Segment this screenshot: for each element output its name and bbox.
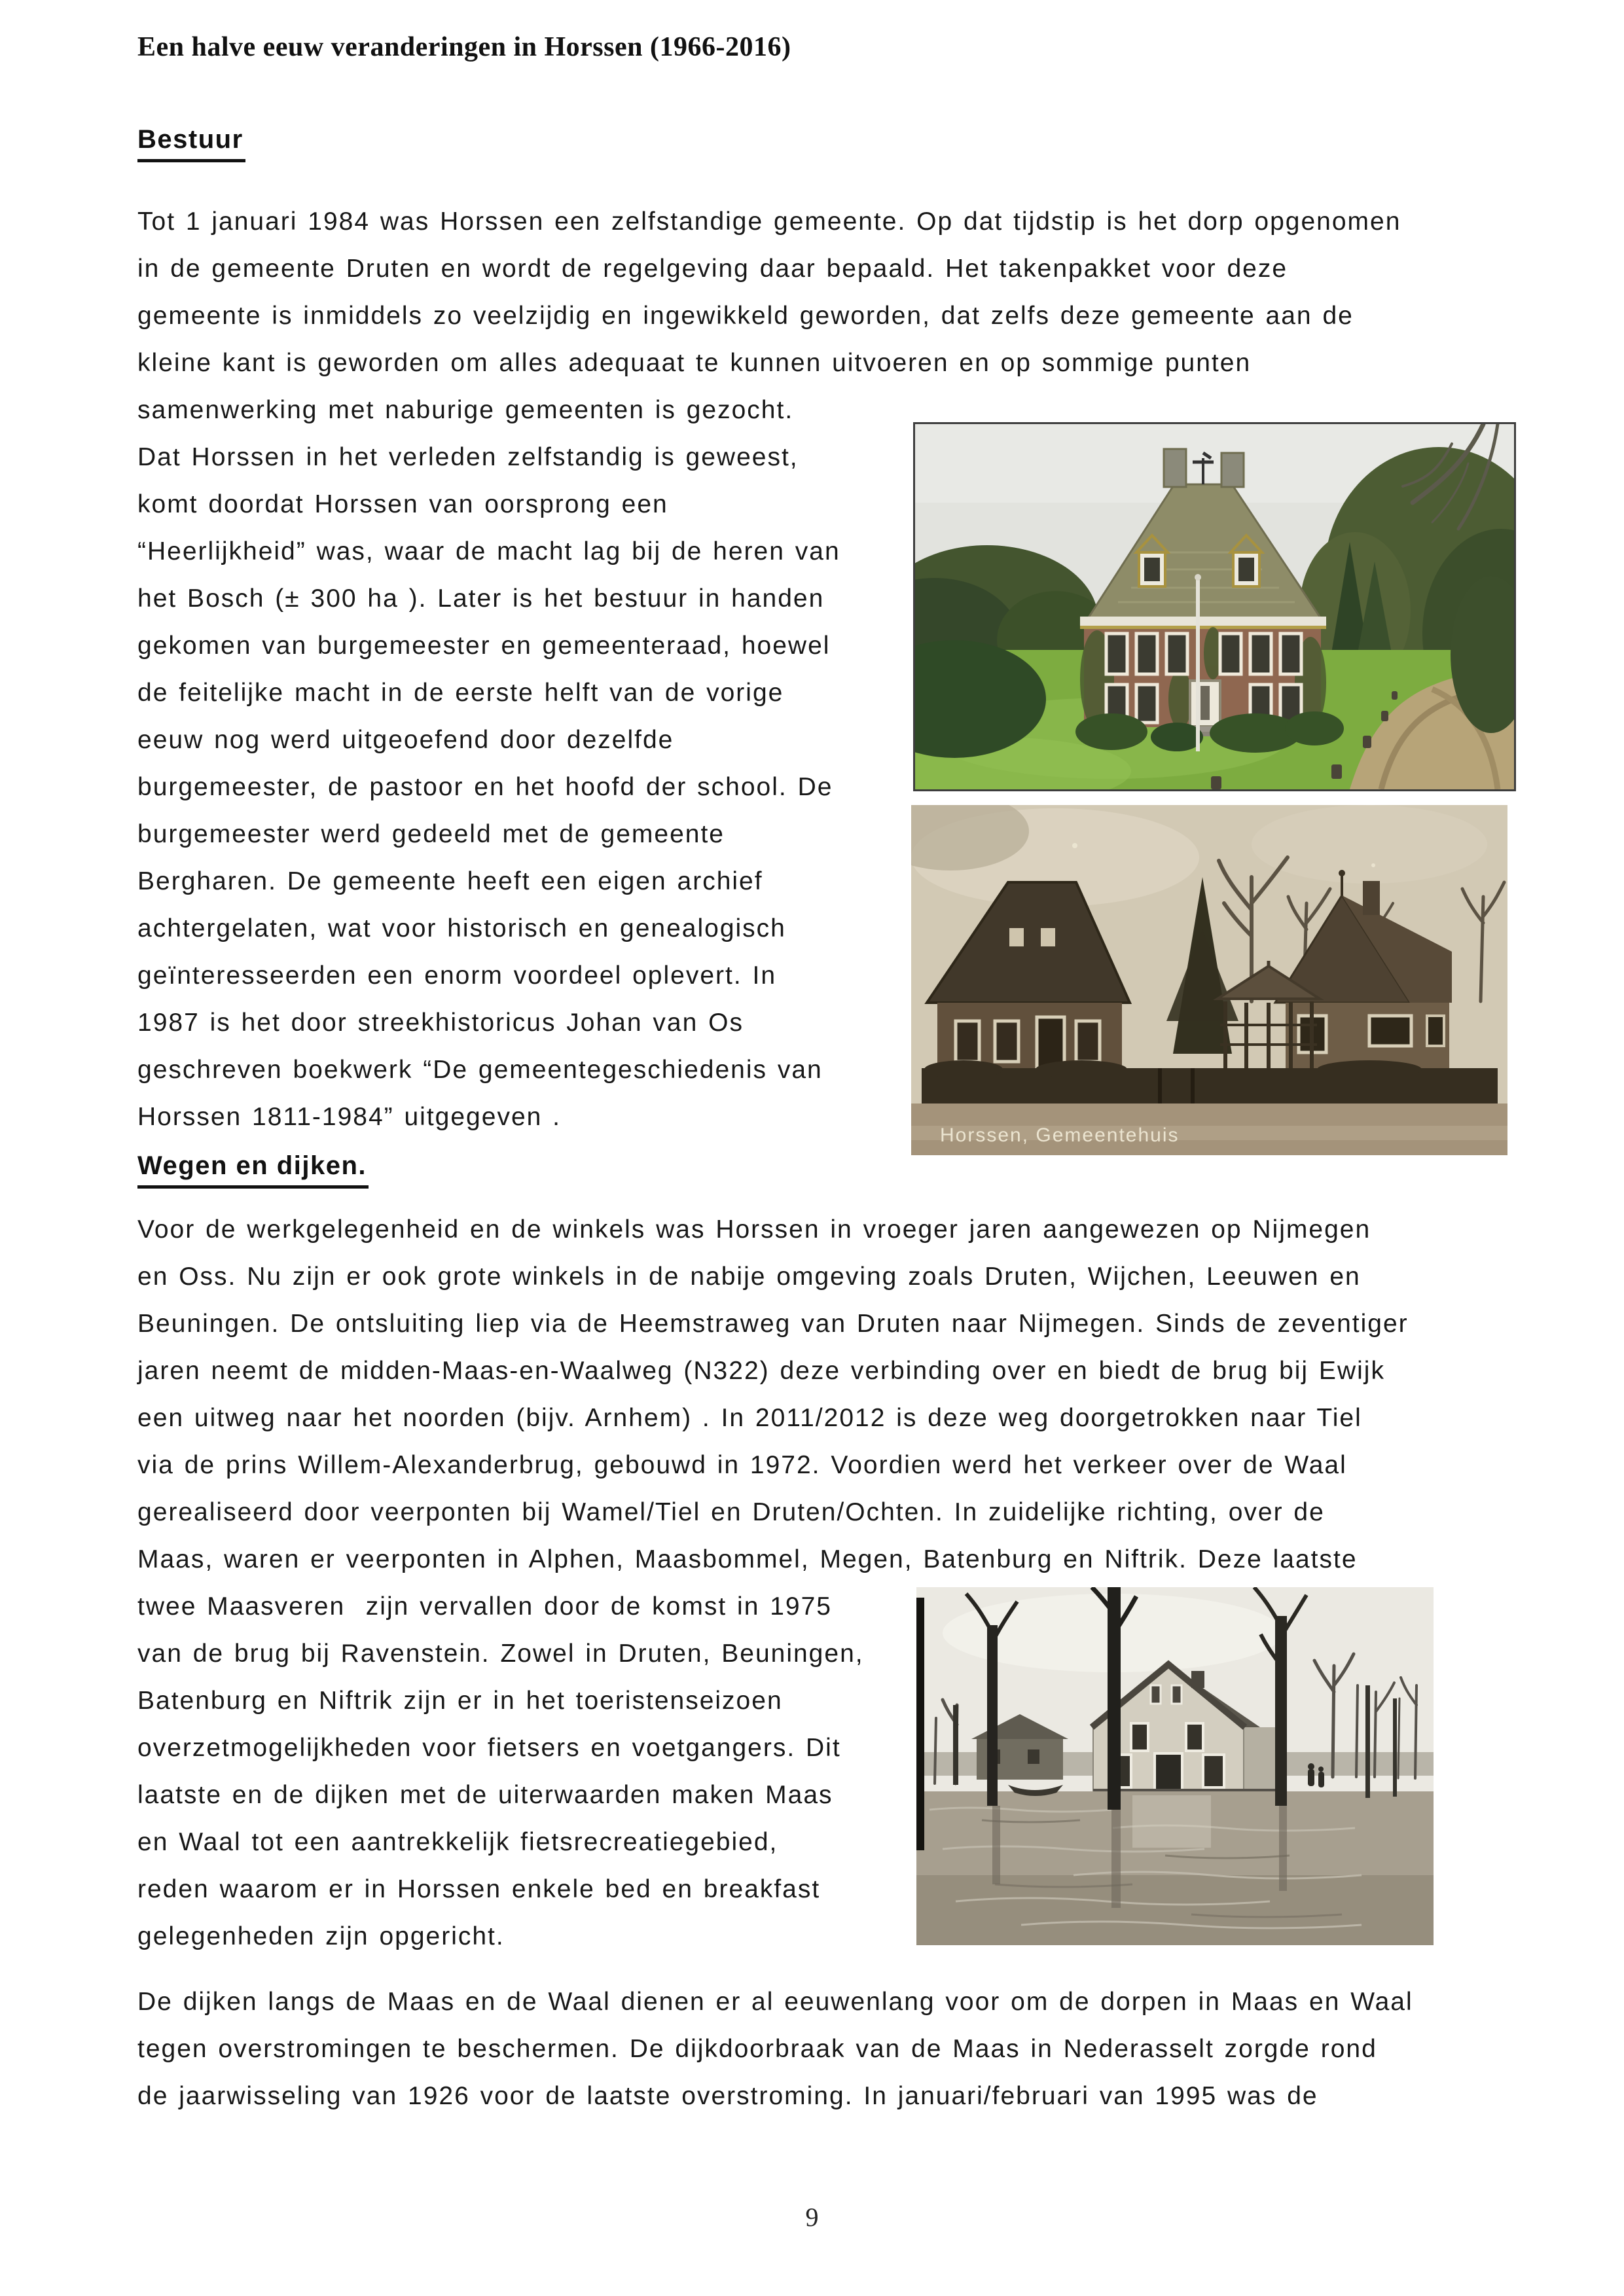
text-line: en Oss. Nu zijn er ook grote winkels in de nabije omgeving zoals Druten, Wijchen, Leeuwen en	[137, 1263, 1361, 1291]
text-line: het Bosch (± 300 ha ). Later is het bestuur in handen	[137, 584, 825, 613]
text-line: van de brug bij Ravenstein. Zowel in Druten, Beuningen,	[137, 1640, 864, 1668]
manor-photo-graphic	[915, 424, 1514, 789]
text-line: een uitweg naar het noorden (bijv. Arnhem) . In 2011/2012 is deze weg doorgetrokken naar Tiel	[137, 1404, 1362, 1432]
text-line: gekomen van burgemeester en gemeenteraad, hoewel	[137, 632, 831, 660]
heading-bestuur-label: Bestuur	[137, 125, 245, 162]
text-line: jaren neemt de midden-Maas-en-Waalweg (N322) deze verbinding over en biedt de brug bij Ewijk	[137, 1357, 1385, 1385]
page-title: Een halve eeuw veranderingen in Horssen (1966-2016)	[137, 32, 791, 62]
text-line: burgemeester werd gedeeld met de gemeente	[137, 820, 725, 848]
text-line: Horssen 1811-1984” uitgegeven .	[137, 1103, 561, 1131]
heading-bestuur	[137, 125, 245, 162]
text-line: samenwerking met naburige gemeenten is gezocht.	[137, 396, 794, 424]
text-line: reden waarom er in Horssen enkele bed en breakfast	[137, 1875, 821, 1903]
text-line: Tot 1 januari 1984 was Horssen een zelfstandige gemeente. Op dat tijdstip is het dorp opgenomen	[137, 207, 1401, 236]
text-line: en Waal tot een aantrekkelijk fietsrecreatiegebied,	[137, 1828, 778, 1856]
text-line: Maas, waren er veerponten in Alphen, Maasbommel, Megen, Batenburg en Niftrik. Deze laatste	[137, 1545, 1358, 1573]
text-line: Batenburg en Niftrik zijn er in het toeristenseizoen	[137, 1687, 783, 1715]
text-line: komt doordat Horssen van oorsprong een	[137, 490, 668, 518]
text-line: “Heerlijkheid” was, waar de macht lag bij de heren van	[137, 537, 840, 565]
text-line: 1987 is het door streekhistoricus Johan van Os	[137, 1009, 744, 1037]
manor-chimney-right	[1221, 453, 1244, 487]
flood-photo-graphic	[916, 1587, 1434, 1945]
text-line: de feitelijke macht in de eerste helft van de vorige	[137, 679, 784, 707]
text-line: De dijken langs de Maas en de Waal dienen er al eeuwenlang voor om de dorpen in Maas en Waal	[137, 1988, 1413, 2016]
postcard-caption: Horssen, Gemeentehuis	[940, 1124, 1180, 1146]
text-line: tegen overstromingen te beschermen. De dijkdoorbraak van de Maas in Nederasselt zorgde rond	[137, 2035, 1377, 2063]
text-line: in de gemeente Druten en wordt de regelgeving daar bepaald. Het takenpakket voor deze	[137, 255, 1288, 283]
photo-flood	[916, 1587, 1434, 1945]
manor-cornice	[1080, 617, 1326, 627]
text-line: twee Maasveren zijn vervallen door de komst in 1975	[137, 1592, 832, 1621]
text-line: achtergelaten, wat voor historisch en genealogisch	[137, 914, 786, 942]
photo-postcard-gemeentehuis	[911, 805, 1507, 1155]
postcard-graphic	[911, 805, 1507, 1155]
page-number: 9	[805, 2202, 819, 2232]
text-line: overzetmogelijkheden voor fietsers en voetgangers. Dit	[137, 1734, 841, 1762]
photo-manor-house	[913, 422, 1516, 791]
text-line: geschreven boekwerk “De gemeentegeschiedenis van	[137, 1056, 823, 1084]
text-line: gemeente is inmiddels zo veelzijdig en ingewikkeld geworden, dat zelfs deze gemeente aan de	[137, 302, 1354, 330]
flood-photo-edge	[916, 1598, 924, 1850]
text-line: Voor de werkgelegenheid en de winkels was Horssen in vroeger jaren aangewezen op Nijmegen	[137, 1215, 1371, 1244]
text-line: gerealiseerd door veerponten bij Wamel/Tiel en Druten/Ochten. In zuidelijke richting, over de	[137, 1498, 1325, 1526]
text-line: de jaarwisseling van 1926 voor de laatste overstroming. In januari/februari van 1995 was de	[137, 2082, 1318, 2110]
paragraph-dijken	[137, 1979, 1496, 2120]
text-line: laatste en de dijken met de uiterwaarden maken Maas	[137, 1781, 833, 1809]
text-line: burgemeester, de pastoor en het hoofd der school. De	[137, 773, 833, 801]
text-line: gelegenheden zijn opgericht.	[137, 1922, 505, 1950]
heading-wegen-en-dijken	[137, 1151, 369, 1189]
text-line: geïnteresseerden een enorm voordeel oplevert. In	[137, 961, 777, 990]
text-line: eeuw nog werd uitgeoefend door dezelfde	[137, 726, 674, 754]
manor-chimney-left	[1164, 449, 1186, 487]
text-line: Bergharen. De gemeente heeft een eigen archief	[137, 867, 763, 895]
text-line: Dat Horssen in het verleden zelfstandig is geweest,	[137, 443, 799, 471]
text-line: Beuningen. De ontsluiting liep via de Heemstraweg van Druten naar Nijmegen. Sinds de zeventiger	[137, 1310, 1409, 1338]
heading-wegen-en-dijken-label: Wegen en dijken.	[137, 1151, 369, 1189]
text-line: via de prins Willem-Alexanderbrug, gebouwd in 1972. Voordien werd het verkeer over de Waal	[137, 1451, 1347, 1479]
text-line: kleine kant is geworden om alles adequaat te kunnen uitvoeren en op sommige punten	[137, 349, 1252, 377]
